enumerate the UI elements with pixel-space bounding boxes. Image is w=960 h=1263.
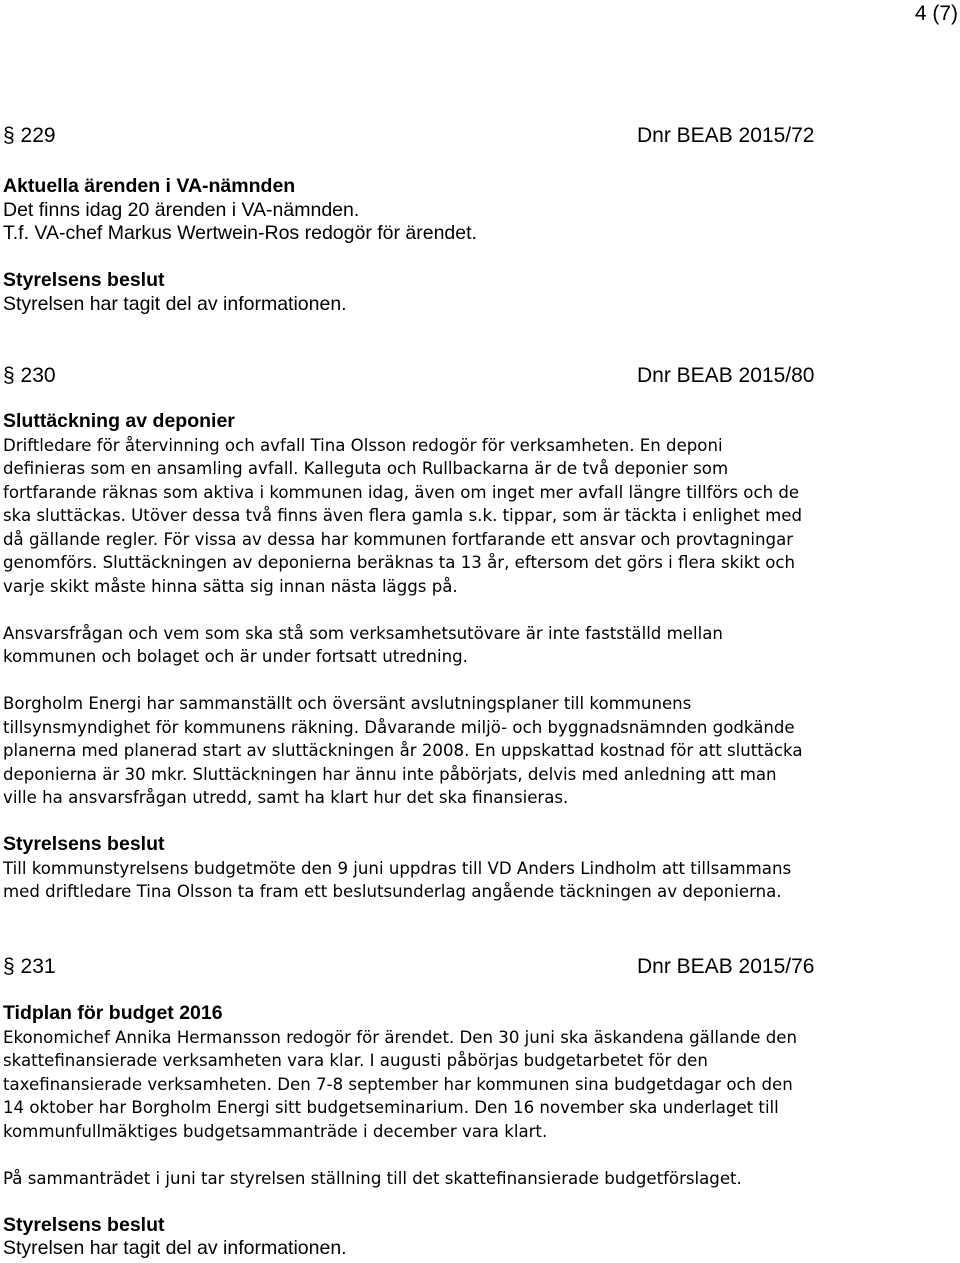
text-line: skattefinansierade verksamheten vara klar. I augusti påbörjas budgetarbetet för den: [3, 1051, 708, 1070]
text-line: På sammanträdet i juni tar styrelsen ställning till det skattefinansierade budgetförslaget.: [3, 1168, 742, 1188]
section-title: Sluttäckning av deponier: [3, 410, 235, 432]
diary-number: Dnr BEAB 2015/80: [637, 364, 815, 387]
page-number: 4 (7): [914, 2, 958, 25]
text-line: fortfarande räknas som aktiva i kommunen idag, även om inget mer avfall längre tillförs och de: [3, 482, 800, 502]
text-line: då gällande regler. För vissa av dessa har kommunen fortfarande ett ansvar och provtagningar: [3, 529, 794, 549]
text-line: kommunfullmäktiges budgetsammanträde i december vara klart.: [3, 1121, 548, 1141]
text-line: 14 oktober har Borgholm Energi sitt budgetseminarium. Den 16 november ska underlaget till: [3, 1098, 779, 1117]
text-line: Borgholm Energi har sammanställt och översänt avslutningsplaner till kommunens: [3, 694, 692, 713]
section-number: § 231: [3, 955, 56, 978]
section-header: [3, 364, 953, 394]
text-line: varje skikt måste hinna sätta sig innan nästa läggs på.: [3, 576, 458, 596]
decision-text: Till kommunstyrelsens budgetmöte den 9 juni uppdras till VD Anders Lindholm att tillsammans: [3, 858, 792, 878]
text-line: genomförs. Sluttäckningen av deponierna beräknas ta 13 år, eftersom det görs i flera skikt och: [3, 553, 796, 572]
diary-number: Dnr BEAB 2015/72: [637, 124, 815, 147]
text-line: Ekonomichef Annika Hermansson redogör för ärendet. Den 30 juni ska äskandena gällande den: [3, 1027, 798, 1047]
text-line: planerna med planerad start av sluttäckningen år 2008. En uppskattad kostnad för att sluttäcka: [3, 741, 803, 760]
section-title: Tidplan för budget 2016: [3, 1002, 223, 1024]
text-line: Ansvarsfrågan och vem som ska stå som verksamhetsutövare är inte fastställd mellan: [3, 623, 723, 643]
text-line: kommunen och bolaget och är under fortsatt utredning.: [3, 647, 468, 666]
text-line: ska sluttäckas. Utöver dessa två finns även flera gamla s.k. tippar, som är täckta i enlighet med: [3, 506, 803, 525]
decision-heading: Styrelsens beslut: [3, 269, 165, 291]
text-line: ville ha ansvarsfrågan utredd, samt ha klart hur det ska finansieras.: [3, 788, 569, 807]
decision-text: Styrelsen har tagit del av informationen.: [3, 1237, 347, 1259]
decision-text: med driftledare Tina Olsson ta fram ett beslutsunderlag angående täckningen av deponierna.: [3, 882, 782, 901]
text-line: Driftledare för återvinning och avfall Tina Olsson redogör för verksamheten. En deponi: [3, 435, 723, 455]
decision-heading: Styrelsens beslut: [3, 833, 165, 855]
text-line: tillsynsmyndighet för kommunens räkning. Dåvarande miljö- och byggnadsnämnden godkände: [3, 717, 795, 737]
text-line: definieras som en ansamling avfall. Kalleguta och Rullbackarna är de två deponier som: [3, 459, 729, 478]
diary-number: Dnr BEAB 2015/76: [637, 955, 815, 978]
section-title: Aktuella ärenden i VA-nämnden: [3, 175, 296, 197]
text-line: T.f. VA-chef Markus Wertwein-Ros redogör för ärendet.: [3, 222, 477, 244]
section-230: [3, 364, 953, 904]
section-number: § 230: [3, 364, 56, 387]
section-229: [3, 124, 953, 316]
decision-heading: Styrelsens beslut: [3, 1213, 165, 1236]
section-header: [3, 124, 953, 154]
text-line: deponierna är 30 mkr. Sluttäckningen har ännu inte påbörjats, delvis med anledning att man: [3, 764, 777, 784]
section-header: [3, 955, 953, 985]
section-number: § 229: [3, 124, 56, 147]
text-line: taxefinansierade verksamheten. Den 7-8 september har kommunen sina budgetdagar och den: [3, 1074, 793, 1094]
text-line: Det finns idag 20 ärenden i VA-nämnden.: [3, 198, 360, 221]
decision-text: Styrelsen har tagit del av informationen.: [3, 292, 347, 315]
section-231: [3, 955, 953, 1261]
